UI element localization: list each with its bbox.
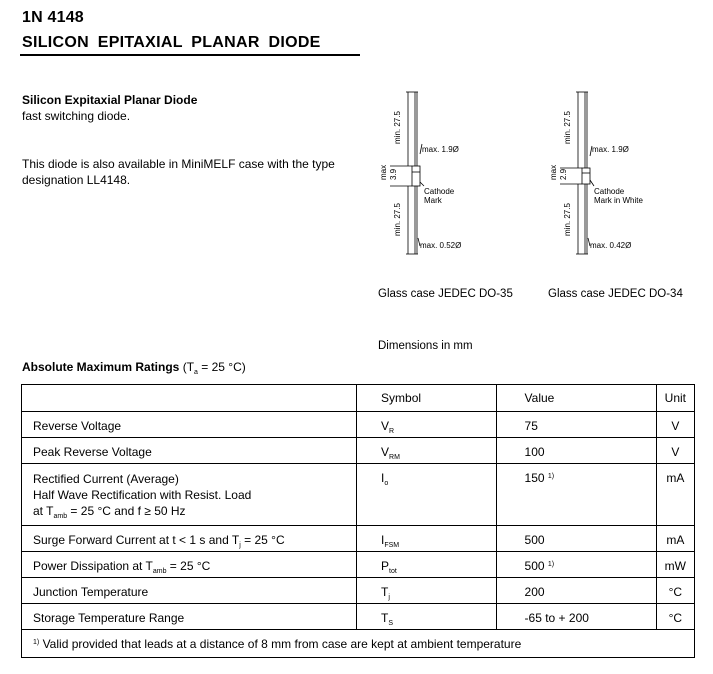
- table-row: Junction Temperature $T_j$ 200 °C: [22, 578, 695, 604]
- ratings-condition: ($T_a = 25$ °C): [182, 360, 246, 376]
- header-unit: Unit: [656, 385, 694, 412]
- footnote: $^{1)}$ Valid provided that leads at a distance of 8 mm from case are kept at ambient temperature: [22, 630, 695, 658]
- do34-lead-length-lower: min. 27.5: [563, 203, 572, 236]
- do34-body-max: max: [549, 164, 558, 180]
- table-row: Peak Reverse Voltage $V_{RM}$ 100 V: [22, 438, 695, 464]
- do34-outline-drawing: [530, 88, 680, 263]
- table-row: Storage Temperature Range $T_S$ -65 to + 200 °C: [22, 604, 695, 630]
- do34-cathode-line-1: Cathode: [594, 187, 625, 196]
- title-underline: [20, 54, 360, 56]
- do34-lead-diameter: max. 0.42Ø: [590, 241, 632, 250]
- do35-cathode-line-2: Mark: [424, 196, 442, 205]
- header-parameter: [22, 385, 357, 412]
- do34-cathode-line-2: Mark in White: [594, 196, 643, 205]
- intro-heading: Silicon Expitaxial Planar Diode: [22, 93, 198, 107]
- do34-body-diameter: max. 1.9Ø: [592, 145, 629, 154]
- availability-line-2: designation LL4148.: [22, 173, 131, 187]
- header-value: Value: [496, 385, 656, 412]
- do35-lead-length: min. 27.5: [393, 111, 402, 144]
- table-row: Reverse Voltage $V_R$ 75 V: [22, 412, 695, 438]
- intro-subtitle: fast switching diode.: [22, 109, 131, 123]
- do35-body-diameter: max. 1.9Ø: [422, 145, 459, 154]
- header-symbol: Symbol: [357, 385, 497, 412]
- ratings-heading: [22, 359, 246, 381]
- ratings-title: Absolute Maximum Ratings: [22, 360, 180, 374]
- page-title: SILICON EPITAXIAL PLANAR DIODE: [22, 34, 321, 51]
- footnote-row: [22, 630, 695, 658]
- table-row: Surge Forward Current at t < 1 s and $T_j = 25$ °C $I_{FSM}$ 500 mA: [22, 526, 695, 552]
- do34-lead-length: min. 27.5: [563, 111, 572, 144]
- part-number: 1N 4148: [22, 9, 84, 26]
- do34-caption: Glass case JEDEC DO-34: [548, 288, 683, 300]
- do34-body-length: 2.9: [559, 168, 568, 180]
- do35-outline-drawing: [360, 88, 500, 263]
- do35-body-max: max: [379, 164, 388, 180]
- do35-lead-length-lower: min. 27.5: [393, 203, 402, 236]
- do35-caption: Glass case JEDEC DO-35: [378, 288, 513, 300]
- dimensions-note: Dimensions in mm: [378, 340, 473, 352]
- table-row: Rectified Current (Average) Half Wave Rectification with Resist. Load at $T_{amb} = 25$ °C and f ≥ 50 Hz $I_o$ 150 $^{1)}$ mA: [22, 464, 695, 526]
- do35-cathode-line-1: Cathode: [424, 187, 455, 196]
- table-row: Power Dissipation at $T_{amb} = 25$ °C $P_{tot}$ 500 $^{1)}$ mW: [22, 552, 695, 578]
- table-header-row: [22, 385, 695, 412]
- do35-body-length: 3.9: [389, 168, 398, 180]
- do35-lead-diameter: max. 0.52Ø: [420, 241, 462, 250]
- availability-line-1: This diode is also available in MiniMELF case with the type: [22, 157, 335, 171]
- ratings-table: [21, 384, 695, 658]
